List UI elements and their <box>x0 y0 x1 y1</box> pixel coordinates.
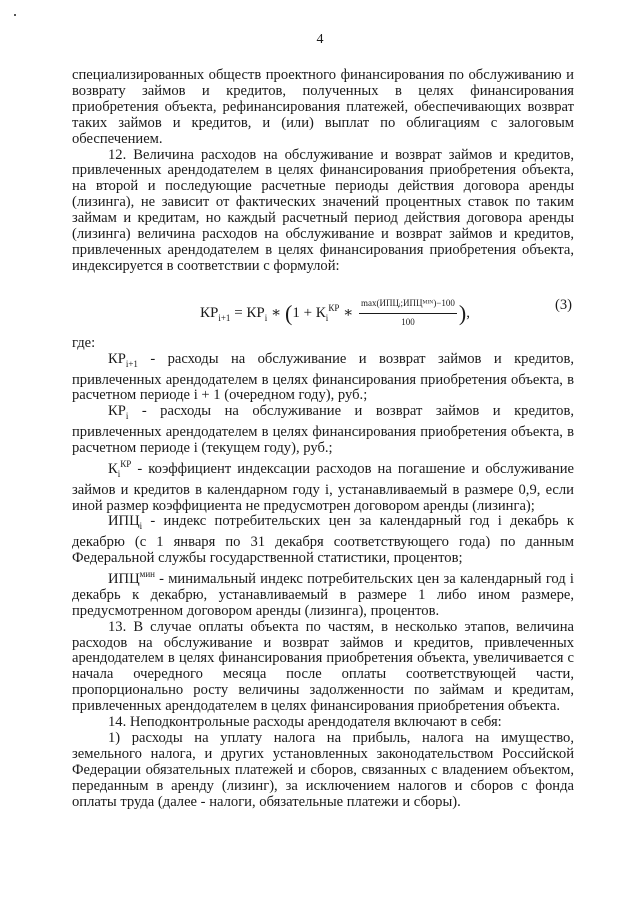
definition-text: - индекс потребительских цен за календарный год i декабрь к декабрю (с 1 января по 31 декабря соответствующего года) по данным Федеральной службы государственной статистики, процентов; <box>72 513 574 567</box>
formula-numerator: max(ИПЦᵢ;ИПЦᴹᴵᴺ)−100 <box>359 296 457 314</box>
definition-ipc-min <box>72 567 574 620</box>
symbol-sub-next: i+1 <box>125 358 138 369</box>
paragraph-continued: специализированных обществ проектного финансирования по обслуживанию и возврату займов и кредитов, полученных в целях финансирования приобретения объекта, рефинансирования платежей, обеспечивающих возврат таких займов и кредитов, и (или) выплат по облигациям с залоговым обеспечением. <box>72 67 574 147</box>
page-number: 4 <box>316 32 324 47</box>
definition-text: - расходы на обслуживание и возврат займов и кредитов, привлеченных арендодателем в целях финансирования приобретения объекта, в расчетном периоде i (текущем году), руб.; <box>72 403 574 457</box>
symbol-sub-i: i <box>139 521 143 532</box>
formula-k-sub: i <box>325 312 329 323</box>
where-label: где: <box>72 334 96 351</box>
definition-text: - минимальный индекс потребительских цен за календарный год i декабрь к декабрю, устанавливаемый в размере 1 либо ином размере, предусмотренном договором аренды (лизинга), процентов. <box>72 570 574 619</box>
paragraph-12: 12. Величина расходов на обслуживание и возврат займов и кредитов, привлеченных арендодателем в целях финансирования приобретения объекта, на второй и последующие расчетные периоды действия договора аренды (лизинга), не зависит от фактических значений процентных ставок по таким займам и кредитам, но каждый расчетный период действия договора аренды (лизинга) величина расходов на обслуживание и возврат займов и кредитов, привлеченных арендодателем в целях финансирования приобретения объекта, индексируется в соответствии с формулой: <box>72 146 574 274</box>
symbol-sup-kr: КР <box>120 458 132 469</box>
symbol-kr: КР <box>108 403 126 420</box>
formula-denominator: 100 <box>401 316 415 327</box>
symbol-sub-i: i <box>117 468 121 479</box>
paragraph-14: 14. Неподконтрольные расходы арендодателя включают в себя: <box>108 714 502 731</box>
paragraph-14-item-1: 1) расходы на уплату налога на прибыль, налога на имущество, земельного налога, и других установленных законодательством Российской Федерации обязательных платежей и сборов, связанных с владением объектом, переданным в аренду (лизинг), за исключением налогов и сборов с фонда оплаты труда (далее - налоги, обязательные платежи и сборы). <box>72 729 574 810</box>
definition-k <box>72 457 574 514</box>
definition-text: - коэффициент индексации расходов на погашение и обслуживание займов и кредитов в календарном году i, устанавливаемый в размере 0,9, если иной размер коэффициента не предусмотрен договором аренды (лизинга); <box>72 460 574 514</box>
formula-eq: = <box>230 304 247 321</box>
symbol-ipc: ИПЦ <box>108 570 140 587</box>
formula-rhs-kr: КР <box>246 304 265 321</box>
symbol-k: К <box>108 460 118 477</box>
symbol-sup-min: мин <box>139 569 155 580</box>
definition-ipc <box>72 514 574 567</box>
formula-k: К <box>315 304 326 321</box>
formula-one-plus: 1 + <box>292 304 316 321</box>
formula-fraction <box>359 296 457 331</box>
formula-tail: , <box>466 304 470 321</box>
document-body <box>72 68 574 811</box>
formula-rhs-sub: i <box>264 312 268 323</box>
formula-lhs-sub: i+1 <box>218 312 231 323</box>
symbol-kr: КР <box>108 350 126 367</box>
formula-lhs: КР <box>200 304 219 321</box>
formula-k-sup: КР <box>328 302 340 313</box>
formula-mult: ∗ <box>267 304 285 321</box>
formula-number: (3) <box>554 296 572 313</box>
formula-row <box>72 288 574 334</box>
symbol-ipc: ИПЦ <box>108 513 140 530</box>
symbol-sub-i: i <box>125 411 129 422</box>
paragraph-13: 13. В случае оплаты объекта по частям, в несколько этапов, величина расходов на обслуживание и возврат займов и кредитов, привлеченных арендодателем в целях финансирования приобретения объекта, увеличивается с начала очередного месяца после оплаты соответствующей части, пропорционально росту величины задолженности по займам и кредитам, привлеченных арендодателем в целях финансирования приобретения объекта. <box>72 618 574 715</box>
formula-mult-2: ∗ <box>339 304 358 321</box>
formula-3 <box>200 296 470 331</box>
definition-kr-i <box>72 404 574 457</box>
scan-dot <box>14 14 16 16</box>
definition-kr-next <box>72 352 574 405</box>
definition-text: - расходы на обслуживание и возврат займов и кредитов, привлеченных арендодателем в целях финансирования приобретения объекта, в расчетном периоде i + 1 (очередном году), руб.; <box>72 350 574 404</box>
formula-open-paren: ( <box>284 300 293 326</box>
formula-close-paren: ) <box>458 300 467 326</box>
